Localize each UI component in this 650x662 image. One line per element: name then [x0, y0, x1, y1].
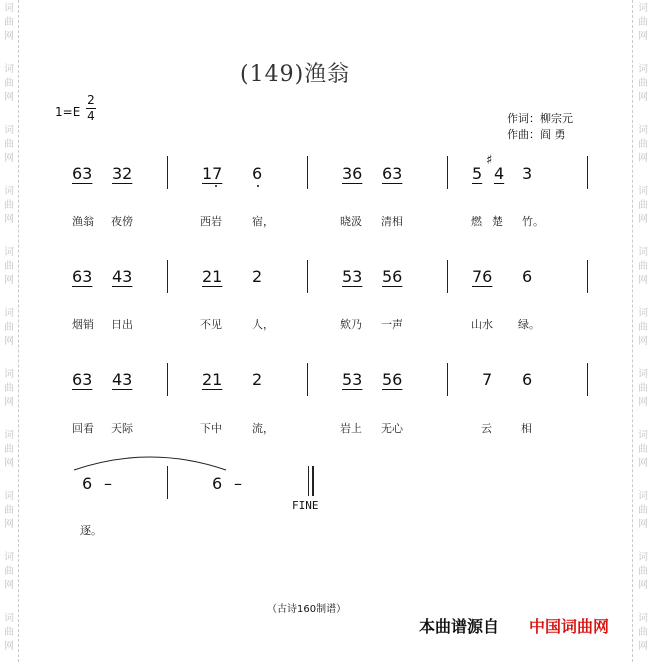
lyric: 流， [252, 422, 274, 435]
watermark-char: 网 [638, 641, 648, 652]
note: 43 [112, 370, 133, 389]
note: 63 [72, 370, 93, 389]
watermark-char: 曲 [638, 261, 648, 272]
watermark-char: 曲 [638, 322, 648, 333]
watermark-char: 曲 [4, 17, 14, 28]
watermark-char: 词 [4, 430, 14, 441]
note: 6 [252, 164, 263, 183]
low-octave-dot [215, 185, 217, 187]
watermark-char: 曲 [4, 322, 14, 333]
watermark-char: 网 [638, 397, 648, 408]
note: 53 [342, 267, 363, 286]
watermark-char: 曲 [4, 383, 14, 394]
note: 21 [202, 267, 223, 286]
watermark-char: 词 [638, 369, 648, 380]
note: 63 [72, 164, 93, 183]
note: 76 [472, 267, 493, 286]
note: 53 [342, 370, 363, 389]
note: 6 [522, 267, 533, 286]
watermark-char: 曲 [4, 505, 14, 516]
lyric: 宿， [252, 215, 274, 228]
watermark-char: 网 [638, 458, 648, 469]
watermark-char: 词 [638, 430, 648, 441]
barline [307, 156, 308, 189]
watermark-char: 曲 [4, 200, 14, 211]
watermark-char: 曲 [638, 383, 648, 394]
lyric: 西岩 [200, 215, 222, 228]
watermark-char: 网 [4, 397, 14, 408]
watermark-char: 曲 [4, 627, 14, 638]
watermark-char: 词 [4, 552, 14, 563]
watermark-char: 词 [4, 186, 14, 197]
right-watermark-border [628, 0, 650, 662]
watermark-char: 词 [638, 308, 648, 319]
key-signature: 1=E [55, 105, 81, 119]
watermark-char: 曲 [4, 139, 14, 150]
barline [447, 363, 448, 396]
lyric: 燃 [471, 215, 482, 228]
lyric: 无心 [381, 422, 403, 435]
watermark-char: 曲 [638, 627, 648, 638]
watermark-char: 词 [638, 64, 648, 75]
barline [167, 156, 168, 189]
watermark-char: 网 [4, 153, 14, 164]
source-label: 本曲谱源自 [419, 617, 500, 636]
watermark-char: 词 [638, 247, 648, 258]
score-footnote: （古诗160制谱） [267, 604, 347, 615]
barline [307, 260, 308, 293]
time-signature-bottom: 4 [87, 109, 95, 123]
watermark-char: 网 [4, 580, 14, 591]
lyric: 日出 [111, 318, 133, 331]
watermark-char: 词 [4, 3, 14, 14]
note: 4 [494, 164, 505, 183]
composer-credit: 作曲：阎 勇 [507, 128, 566, 141]
watermark-char: 网 [4, 214, 14, 225]
watermark-char: 网 [638, 214, 648, 225]
watermark-char: 词 [4, 125, 14, 136]
note: 63 [382, 164, 403, 183]
lyric: 清相 [381, 215, 403, 228]
note: 36 [342, 164, 363, 183]
dash-note: – [234, 474, 242, 493]
watermark-char: 网 [4, 641, 14, 652]
note: 43 [112, 267, 133, 286]
watermark-char: 曲 [638, 566, 648, 577]
watermark-char: 词 [4, 613, 14, 624]
watermark-char: 曲 [638, 444, 648, 455]
note: 21 [202, 370, 223, 389]
lyric: 绿。 [518, 318, 540, 331]
watermark-char: 词 [638, 186, 648, 197]
watermark-char: 网 [4, 92, 14, 103]
note: 17 [202, 164, 223, 183]
watermark-char: 网 [638, 580, 648, 591]
watermark-char: 曲 [638, 78, 648, 89]
watermark-char: 网 [4, 458, 14, 469]
watermark-char: 曲 [638, 505, 648, 516]
watermark-char: 曲 [638, 139, 648, 150]
watermark-char: 曲 [4, 444, 14, 455]
note: 56 [382, 267, 403, 286]
lyric: 逐。 [80, 524, 102, 537]
slur-arc [70, 452, 230, 474]
low-octave-dot [257, 185, 259, 187]
note: 6 [82, 474, 93, 493]
note: 56 [382, 370, 403, 389]
watermark-char: 词 [638, 613, 648, 624]
lyric: 人， [252, 318, 274, 331]
note: 2 [252, 267, 263, 286]
barline [587, 156, 588, 189]
watermark-char: 词 [4, 64, 14, 75]
lyric: 天际 [111, 422, 133, 435]
dash-note: – [104, 474, 112, 493]
lyric: 山水 [471, 318, 493, 331]
watermark-char: 网 [4, 519, 14, 530]
lyric: 竹。 [522, 215, 544, 228]
lyric: 烟销 [72, 318, 94, 331]
note: 5 [472, 164, 483, 183]
watermark-char: 曲 [4, 261, 14, 272]
watermark-char: 网 [638, 92, 648, 103]
lyric: 下中 [200, 422, 222, 435]
watermark-char: 词 [638, 491, 648, 502]
lyric: 一声 [381, 318, 403, 331]
site-name-link[interactable]: 中国词曲网 [529, 617, 610, 636]
barline [587, 260, 588, 293]
watermark-char: 词 [4, 247, 14, 258]
lyric: 夜傍 [111, 215, 133, 228]
barline [167, 260, 168, 293]
watermark-char: 网 [4, 336, 14, 347]
note: 6 [212, 474, 223, 493]
note: 2 [252, 370, 263, 389]
barline [167, 466, 168, 499]
lyric: 楚 [492, 215, 503, 228]
watermark-char: 网 [638, 153, 648, 164]
lyricist-credit: 作词：柳宗元 [507, 112, 573, 125]
note: 7 [482, 370, 493, 389]
watermark-char: 曲 [4, 78, 14, 89]
watermark-char: 词 [638, 552, 648, 563]
sharp-sign: ♯ [486, 153, 493, 168]
final-barline-thick [312, 466, 314, 496]
barline [587, 363, 588, 396]
note: 6 [522, 370, 533, 389]
lyric: 云 [481, 422, 492, 435]
lyric: 晓汲 [340, 215, 362, 228]
note: 63 [72, 267, 93, 286]
barline [167, 363, 168, 396]
watermark-char: 曲 [4, 566, 14, 577]
lyric: 相 [521, 422, 532, 435]
watermark-char: 网 [638, 519, 648, 530]
watermark-char: 曲 [638, 200, 648, 211]
watermark-char: 词 [4, 308, 14, 319]
watermark-char: 网 [638, 31, 648, 42]
watermark-char: 词 [4, 369, 14, 380]
watermark-char: 词 [638, 3, 648, 14]
barline [447, 156, 448, 189]
watermark-char: 网 [4, 31, 14, 42]
barline [447, 260, 448, 293]
watermark-char: 网 [638, 275, 648, 286]
fine-mark: FINE [292, 499, 319, 512]
watermark-char: 网 [4, 275, 14, 286]
final-barline-thin [308, 466, 309, 496]
note: 32 [112, 164, 133, 183]
lyric: 不见 [200, 318, 222, 331]
watermark-char: 词 [638, 125, 648, 136]
time-signature-top: 2 [87, 93, 95, 107]
lyric: 渔翁 [72, 215, 94, 228]
barline [307, 363, 308, 396]
lyric: 回看 [72, 422, 94, 435]
lyric: 欸乃 [340, 318, 362, 331]
watermark-char: 词 [4, 491, 14, 502]
lyric: 岩上 [340, 422, 362, 435]
watermark-char: 曲 [638, 17, 648, 28]
watermark-char: 网 [638, 336, 648, 347]
song-title: (149)渔翁 [240, 62, 351, 87]
note: 3 [522, 164, 533, 183]
left-watermark-border [0, 0, 22, 662]
